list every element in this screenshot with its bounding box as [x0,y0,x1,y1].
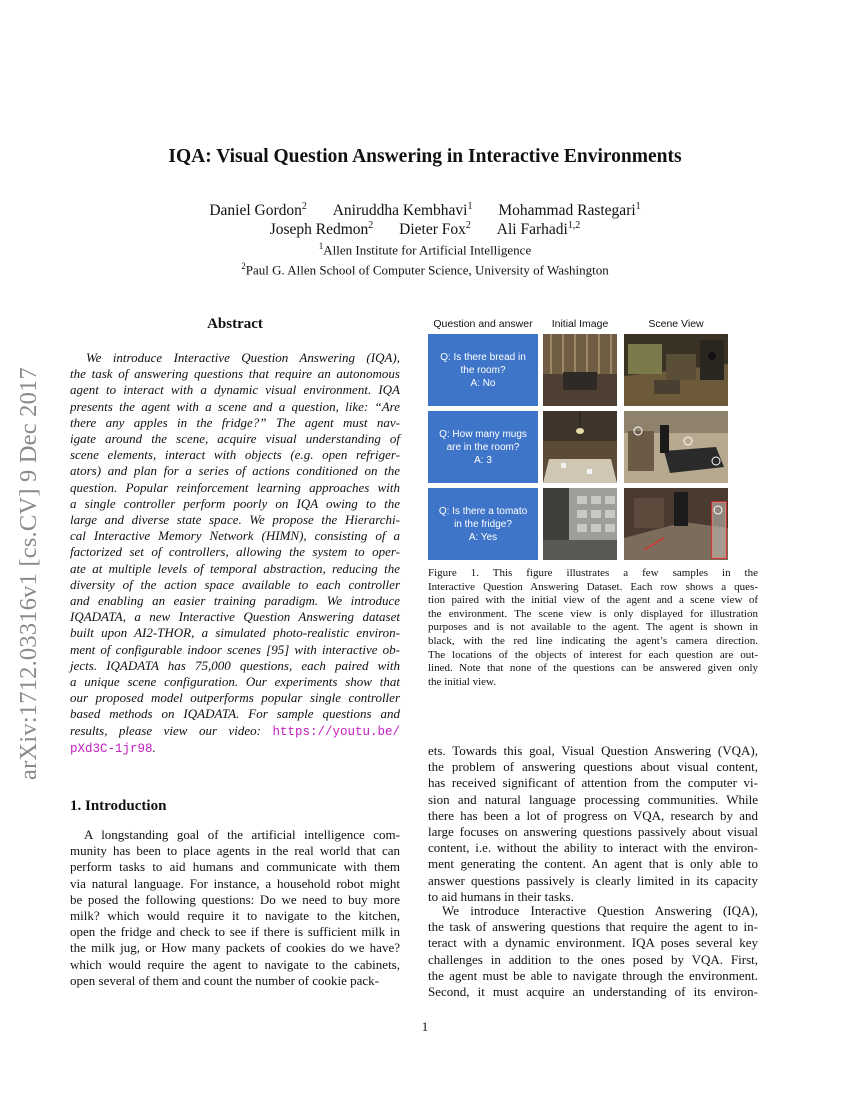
caption-line: the environment. The scene view is only displayed for illustration [428,607,758,620]
intro-line: be posed the following questions: Do we need to buy more [70,891,400,907]
arxiv-identifier: arXiv:1712.03316v1 [cs.CV] 9 Dec 2017 [15,367,42,780]
page-number: 1 [421,1019,429,1034]
abstract-line: jects. IQADATA has 75,000 questions, each paired with [70,657,400,673]
figure-col-header: Scene View [648,318,704,330]
abstract-line: agent to interact with a dynamic visual environment. IQA [70,382,400,398]
caption-line: black, with the red line indicating the agent’s camera direction. [428,634,758,647]
body-line: the task of answering questions that require the agent to in- [428,919,758,935]
scene-view [624,334,728,406]
abstract-line: pXd3C-1jr98. [70,739,156,756]
abstract-line: cal Interactive Memory Network (HIMN), consisting of a [70,528,400,544]
initial-image [543,488,617,560]
abstract-line: diversity of the action space available to each controller [70,576,400,592]
qa-box: Q: Is there bread in the room? A: No [428,334,538,406]
intro-line: perform tasks to aid humans and communicate with them [70,859,400,875]
author: Aniruddha Kembhavi$^1$ [332,201,473,220]
abstract-line: ment of configurable indoor scenes [95] with interactive ob- [70,641,400,657]
author: Joseph Redmon$^2$ [269,220,374,239]
caption-line: lined. Note that none of the questions can be answered given only [428,662,758,675]
caption-line: purposes and is not available to the agent. The agent is shown in [428,621,758,634]
intro-line: open several of them and count the number of cookie pack- [70,972,379,988]
abstract-heading: Abstract [207,316,263,332]
right-column-paragraph [428,903,758,1000]
body-line: answer questions passively is clearly limited in its capacity [428,872,758,888]
affiliation-2: $^2$Paul G. Allen School of Computer Science, University of Washington [241,261,609,278]
scene-view [624,488,728,560]
caption-line: Interactive Question Answering Dataset. Each row shows a ques- [428,580,758,593]
body-line: has received significant of attention from the computer vi- [428,775,758,791]
author: Ali Farhadi$^{1,2}$ [496,220,581,239]
body-line: ment generating the content. An agent that is only able to [428,856,758,872]
abstract-line: and enabling an easier training paradigm. We introduce [70,593,400,609]
affiliation-1: $^1$Allen Institute for Artificial Intelligence [318,241,532,258]
body-line: large focuses on answering questions passively about visual [428,824,758,840]
paper-title: IQA: Visual Question Answering in Interactive Environments [168,146,682,167]
scene-view [624,411,728,483]
qa-box: Q: Is there a tomato in the fridge? A: Yes [428,488,538,560]
author-line-1 [0,201,850,220]
video-link[interactable]: pXd3C-1jr98 [70,741,153,756]
intro-line: A longstanding goal of the artificial intelligence com- [84,827,400,842]
abstract-line: ators) and plan for a series of actions conditioned on the [70,463,400,479]
figure-1 [428,316,758,564]
abstract-line: a single controller perform poorly on IQA owing to the [70,495,400,511]
body-line: challenges in addition to the ones posed by VQA. First, [428,951,758,967]
body-line: We introduce Interactive Question Answering (IQA), [442,903,758,918]
body-line: sion and natural language processing communities. While [428,791,758,807]
body-line: ets. Towards this goal, Visual Question Answering (VQA), [428,743,758,758]
author-line-2 [0,220,850,239]
abstract-line: ate at multiple levels of temporal abstraction, reducing the [70,560,400,576]
intro-line: munity has been to place agents in the real world that can [70,843,400,859]
abstract-line: scene elements, interact with objects (e.g. open refriger- [70,447,400,463]
abstract-line: presents the agent with a scene and a question, like: “Are [70,398,400,414]
video-link[interactable]: https://youtu.be/ [272,724,400,739]
figure-caption [428,567,758,689]
caption-line: Figure 1. This figure illustrates a few samples in the [428,567,758,579]
abstract-body [70,350,400,757]
intro-line: milk? which would require it to navigate to the kitchen, [70,908,400,924]
qa-box: Q: How many mugs are in the room? A: 3 [428,411,538,483]
body-line: the agent must be able to navigate through the environment. [428,967,758,983]
body-line: the problem of answering questions about visual content, [428,759,758,775]
introduction-heading: 1. Introduction [70,798,167,814]
initial-image [543,334,617,406]
abstract-line: based methods on IQADATA. For sample questions and [70,706,400,722]
body-line: content, i.e. without the ability to interact with the environ- [428,840,758,856]
introduction-body [70,827,400,989]
intro-line: open the fridge and check to see if there is sufficient milk in [70,924,400,940]
body-line: there has been a lot of progress on VQA, research by and [428,807,758,823]
initial-image [543,411,617,483]
caption-line: The locations of the objects of interest for each question are out- [428,648,758,661]
intro-line: via natural language. For instance, a household robot might [70,875,400,891]
author: Mohammad Rastegari$^1$ [498,201,641,220]
author: Dieter Fox$^2$ [399,220,471,239]
caption-line: tion paired with the initial view of the agent and a scene view of [428,594,758,607]
abstract-line: our proposed model outperforms popular single controller [70,690,400,706]
author: Daniel Gordon$^2$ [209,201,307,220]
abstract-line: igate around the scene, acquire visual understanding of [70,431,400,447]
abstract-line: large and diverse state space. We propose the Hierarchi- [70,512,400,528]
caption-line: the initial view. [428,675,497,688]
abstract-line: We introduce Interactive Question Answering (IQA), [86,350,400,365]
figure-col-header: Initial Image [551,318,609,330]
right-column-paragraph [428,743,758,905]
abstract-line: built upon AI2-THOR, a simulated photo-realistic environ- [70,625,400,641]
abstract-line: the task of answering questions that require an autonomous [70,366,400,382]
intro-line: the milk jug, or How many packets of cookies do we have? [70,940,400,956]
abstract-line: there any apples in the fridge?” The agent must nav- [70,414,400,430]
abstract-line: question. Popular reinforcement learning approaches with [70,479,400,495]
figure-col-header: Question and answer [433,318,533,330]
abstract-line: results, please view our video: https://youtu.be/ [70,722,400,739]
body-line: teract with a dynamic environment. IQA poses several key [428,935,758,951]
abstract-line: a unique scene configuration. Our experiments show that [70,674,400,690]
abstract-line: IQADATA, a new Interactive Question Answering dataset [70,609,400,625]
abstract-line: factorized set of controllers, allowing the system to oper- [70,544,400,560]
intro-line: which would require the agent to navigate to the cabinets, [70,956,400,972]
body-line: Second, it must acquire an understanding of its environ- [428,984,758,1000]
body-line: to aid humans in their tasks. [428,888,574,904]
